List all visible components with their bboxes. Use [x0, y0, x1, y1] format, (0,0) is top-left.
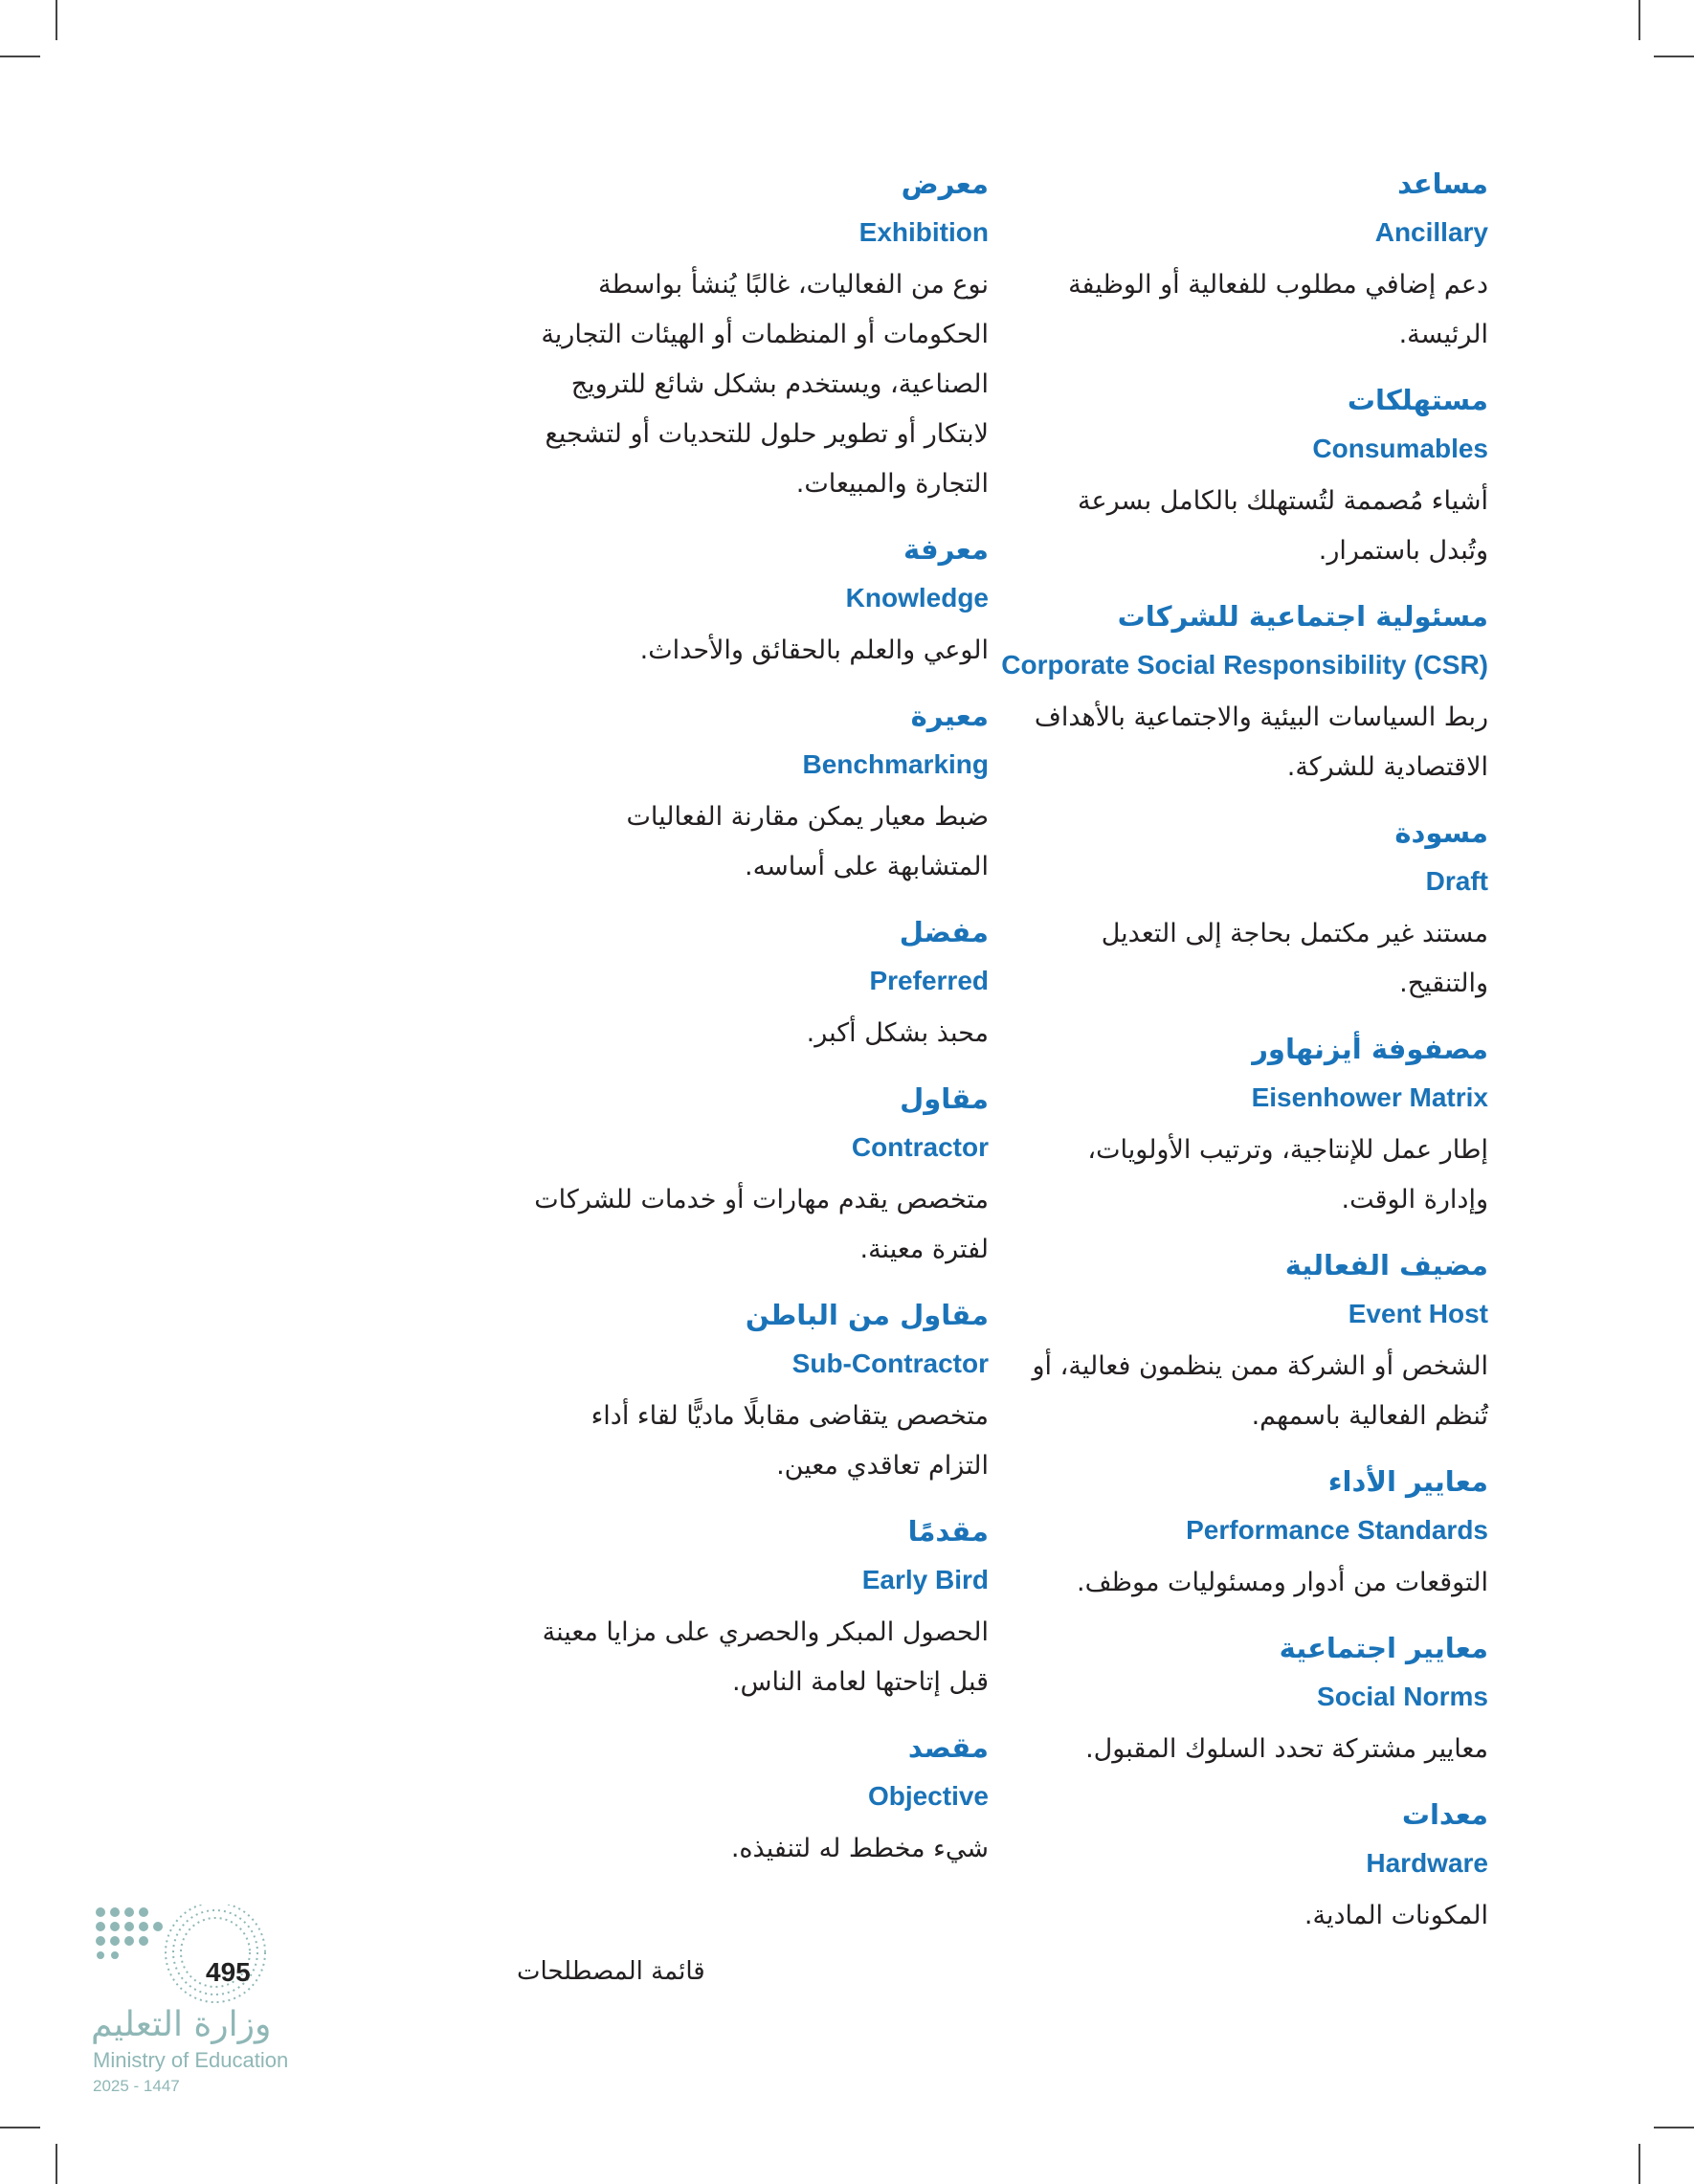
term-arabic: معيرة	[910, 700, 989, 732]
term-arabic: مقصد	[907, 1731, 989, 1764]
term-english: Preferred	[869, 966, 989, 995]
term-arabic: مصفوفة أيزنهاور	[1252, 1033, 1488, 1065]
term-definition: معايير مشتركة تحدد السلوك المقبول.	[1085, 1734, 1488, 1764]
glossary-entry	[991, 1627, 1488, 1774]
term-definition: نوع من الفعاليات، غالبًا يُنشأ بواسطة الحكومات أو المنظمات أو الهيئات التجارية الصناعية، ويستخدم بشكل شائع للترويج لابتكار أو تطوير حلول للتحديات أو لتشجيع التجارة والمبيعات.	[541, 270, 989, 499]
term-arabic: مساعد	[1397, 167, 1488, 200]
term-arabic: مفضل	[899, 916, 989, 948]
glossary-entry	[991, 163, 1488, 360]
term-definition: التوقعات من أدوار ومسئوليات موظف.	[1077, 1568, 1488, 1597]
term-definition: دعم إضافي مطلوب للفعالية أو الوظيفة الرئيسة.	[1068, 270, 1488, 349]
term-arabic: مسودة	[1394, 816, 1488, 849]
term-english: Hardware	[1366, 1848, 1488, 1878]
term-definition: ضبط معيار يمكن مقارنة الفعاليات المتشابهة على أساسه.	[626, 802, 989, 881]
term-arabic: مضيف الفعالية	[1284, 1249, 1488, 1281]
crop-mark	[1638, 2144, 1640, 2184]
glossary-entry	[991, 1244, 1488, 1441]
term-definition: مستند غير مكتمل بحاجة إلى التعديل والتنقيح.	[1101, 919, 1488, 998]
term-english: Consumables	[1312, 434, 1488, 463]
crop-mark	[56, 0, 57, 40]
crop-mark	[1654, 2127, 1694, 2128]
term-english: Performance Standards	[1186, 1515, 1488, 1545]
glossary-entry	[991, 1460, 1488, 1608]
term-arabic: مقاول	[900, 1082, 989, 1115]
glossary-entry	[491, 1510, 989, 1707]
term-english: Exhibition	[858, 217, 989, 247]
term-arabic: معدات	[1401, 1798, 1488, 1831]
crop-mark	[56, 2144, 57, 2184]
crop-mark	[1654, 56, 1694, 57]
term-definition: الوعي والعلم بالحقائق والأحداث.	[639, 635, 989, 665]
term-english: Benchmarking	[802, 749, 989, 779]
glossary-column-right	[991, 163, 1488, 1960]
crop-mark	[1638, 0, 1640, 40]
term-definition: الشخص أو الشركة ممن ينظمون فعالية، أو تُنظم الفعالية باسمهم.	[1032, 1351, 1488, 1431]
term-arabic: مقاول من الباطن	[745, 1299, 989, 1331]
logo-year: 2025 - 1447	[93, 2077, 180, 2095]
term-definition: المكونات المادية.	[1304, 1901, 1488, 1930]
glossary-column-left	[491, 163, 989, 1893]
glossary-entry	[491, 163, 989, 509]
glossary-entry	[991, 595, 1488, 792]
glossary-entry	[991, 379, 1488, 576]
term-arabic: معرفة	[903, 533, 989, 566]
term-english: Ancillary	[1374, 217, 1488, 247]
glossary-entry	[491, 1078, 989, 1275]
term-english: Corporate Social Responsibility (CSR)	[1001, 650, 1488, 680]
crop-mark	[0, 2127, 40, 2128]
term-definition: إطار عمل للإنتاجية، وترتيب الأولويات، وإدارة الوقت.	[1087, 1135, 1488, 1215]
footer-section-title: قائمة المصطلحات	[517, 1957, 705, 1986]
term-definition: ربط السياسات البيئية والاجتماعية بالأهداف الاقتصادية للشركة.	[1034, 702, 1488, 782]
logo-arabic-text: وزارة التعليم	[91, 2005, 272, 2044]
term-english: Event Host	[1348, 1299, 1488, 1328]
glossary-entry	[991, 812, 1488, 1009]
term-arabic: مسئولية اجتماعية للشركات	[1117, 600, 1488, 633]
term-arabic: مستهلكات	[1347, 384, 1488, 416]
term-definition: الحصول المبكر والحصري على مزايا معينة قبل إتاحتها لعامة الناس.	[542, 1617, 989, 1697]
term-arabic: معايير اجتماعية	[1279, 1632, 1488, 1664]
logo-english-text: Ministry of Education	[93, 2048, 289, 2072]
glossary-entry	[491, 695, 989, 892]
term-english: Knowledge	[845, 583, 989, 613]
term-english: Social Norms	[1317, 1682, 1488, 1711]
glossary-entry	[491, 528, 989, 676]
term-english: Draft	[1425, 866, 1488, 896]
term-definition: أشياء مُصممة لتُستهلك بالكامل بسرعة وتُبدل باستمرار.	[1078, 486, 1488, 566]
glossary-entry	[991, 1028, 1488, 1225]
term-arabic: معرض	[901, 167, 989, 200]
term-english: Early Bird	[861, 1565, 989, 1594]
term-definition: شيء مخطط له لتنفيذه.	[730, 1834, 989, 1863]
term-arabic: مقدمًا	[907, 1515, 989, 1548]
term-english: Contractor	[851, 1132, 989, 1162]
term-definition: متخصص يقدم مهارات أو خدمات للشركات لفترة معينة.	[534, 1185, 989, 1264]
page-number: 495	[206, 1957, 251, 1987]
term-definition: متخصص يتقاضى مقابلًا ماديًّا لقاء أداء التزام تعاقدي معين.	[591, 1401, 989, 1481]
term-english: Sub-Contractor	[791, 1348, 989, 1378]
crop-mark	[0, 56, 40, 57]
term-arabic: معايير الأداء	[1327, 1465, 1488, 1498]
glossary-entry	[491, 1727, 989, 1874]
term-english: Objective	[867, 1781, 989, 1811]
term-definition: محبذ بشكل أكبر.	[806, 1018, 989, 1048]
glossary-entry	[491, 1294, 989, 1491]
term-english: Eisenhower Matrix	[1251, 1082, 1488, 1112]
glossary-entry	[991, 1794, 1488, 1941]
glossary-entry	[491, 911, 989, 1059]
